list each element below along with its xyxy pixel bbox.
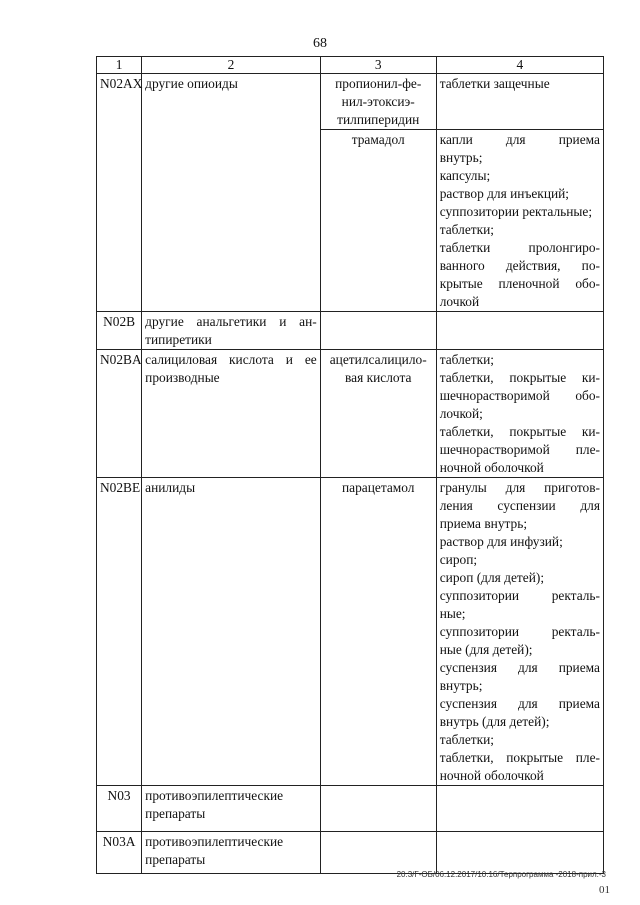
group-name-line: салициловая кислота и ее [145, 352, 317, 367]
dosage-form-line: крытые пленочной обо- [439, 276, 600, 291]
atc-code-cell: N03A [97, 832, 142, 874]
group-name-line: типиретики [145, 332, 212, 347]
corner-mark: 01 [599, 884, 610, 896]
substance-cell [320, 478, 436, 786]
table-row [97, 312, 604, 350]
dosage-form-line: капли для приема [439, 132, 600, 147]
dosage-form-line: ночной оболочкой [439, 768, 544, 783]
group-name-cell [142, 832, 321, 874]
dosage-form-line: гранулы для приготов- [439, 480, 600, 495]
substance-name-line: трамадол [351, 132, 405, 147]
dosage-form-line: ночной оболочкой [439, 460, 544, 475]
group-name-cell [142, 786, 321, 832]
dosage-form-line: внутрь; [439, 150, 483, 165]
dosage-forms-cell [436, 312, 603, 350]
dosage-form-line: таблетки; [439, 352, 495, 367]
substance-name-line: нил-этоксиэ- [341, 94, 415, 109]
dosage-forms-cell [436, 786, 603, 832]
dosage-form-line: ные (для детей); [439, 642, 533, 657]
dosage-forms-cell [436, 478, 603, 786]
dosage-forms-cell [436, 350, 603, 478]
header-col-4: 4 [436, 57, 603, 74]
dosage-form-line: таблетки, покрытые ки- [439, 370, 600, 385]
group-name-cell [142, 74, 321, 312]
table-row [97, 832, 604, 874]
dosage-form-line: суппозитории ректаль- [439, 588, 600, 603]
header-col-3: 3 [320, 57, 436, 74]
dosage-forms-cell [436, 832, 603, 874]
table-row [97, 350, 604, 478]
group-name-line: препараты [145, 852, 206, 867]
medicines-table [96, 56, 604, 874]
dosage-form-line: суспензия для приема [439, 696, 600, 711]
dosage-form-line: приема внутрь; [439, 516, 528, 531]
group-name-line: анилиды [145, 480, 196, 495]
substance-cell [320, 312, 436, 350]
atc-code-cell: N02B [97, 312, 142, 350]
substance-cell [320, 130, 436, 312]
dosage-form-line: ванного действия, по- [439, 258, 600, 273]
dosage-form-line: раствор для инфузий; [439, 534, 563, 549]
dosage-form-line: внутрь (для детей); [439, 714, 550, 729]
substance-cell [320, 350, 436, 478]
substance-name-line: вая кислота [345, 370, 412, 385]
atc-code-cell: N03 [97, 786, 142, 832]
group-name-line: производные [145, 370, 220, 385]
substance-cell [320, 786, 436, 832]
footer-stamp: 20.3/Г-ОБ/06.12.2017/10.16/Терпрограмма -2018-прил.-3 [396, 870, 606, 879]
group-name-line: противоэпилептические [145, 788, 284, 803]
table-header-row [97, 57, 604, 74]
dosage-form-line: ления суспензии для [439, 498, 600, 513]
table-row [97, 786, 604, 832]
dosage-form-line: таблетки пролонгиро- [439, 240, 600, 255]
header-col-1: 1 [97, 57, 142, 74]
dosage-form-line: суппозитории ректальные; [439, 204, 593, 219]
dosage-form-line: лочкой [439, 294, 480, 309]
group-name-cell [142, 350, 321, 478]
dosage-form-line: раствор для инъекций; [439, 186, 570, 201]
page-number: 68 [313, 36, 327, 51]
dosage-form-line: таблетки, покрытые ки- [439, 424, 600, 439]
dosage-form-line: внутрь; [439, 678, 483, 693]
dosage-form-line: шечнорастворимой обо- [439, 388, 600, 403]
dosage-form-line: суппозитории ректаль- [439, 624, 600, 639]
substance-name-line: пропионил-фе- [335, 76, 422, 91]
group-name-cell [142, 478, 321, 786]
substance-cell [320, 74, 436, 130]
atc-code-cell: N02BE [97, 478, 142, 786]
atc-code-cell: N02AX [97, 74, 142, 312]
dosage-form-line: сироп (для детей); [439, 570, 545, 585]
dosage-form-line: капсулы; [439, 168, 491, 183]
table-row [97, 478, 604, 786]
group-name-line: другие анальгетики и ан- [145, 314, 317, 329]
dosage-form-line: сироп; [439, 552, 478, 567]
dosage-form-line: таблетки защечные [439, 76, 550, 91]
dosage-form-line: таблетки; [439, 732, 495, 747]
dosage-forms-cell [436, 74, 603, 130]
dosage-form-line: таблетки; [439, 222, 495, 237]
dosage-form-line: суспензия для приема [439, 660, 600, 675]
dosage-form-line: шечнорастворимой пле- [439, 442, 600, 457]
substance-name-line: парацетамол [341, 480, 415, 495]
header-col-2: 2 [142, 57, 321, 74]
substance-name-line: тилпиперидин [337, 112, 420, 127]
substance-cell [320, 832, 436, 874]
group-name-cell [142, 312, 321, 350]
group-name-line: другие опиоиды [145, 76, 238, 91]
dosage-form-line: ные; [439, 606, 466, 621]
group-name-line: противоэпилептические [145, 834, 284, 849]
atc-code-cell: N02BA [97, 350, 142, 478]
group-name-line: препараты [145, 806, 206, 821]
table-row [97, 74, 604, 130]
dosage-form-line: таблетки, покрытые пле- [439, 750, 600, 765]
dosage-forms-cell [436, 130, 603, 312]
substance-name-line: ацетилсалицило- [329, 352, 427, 367]
dosage-form-line: лочкой; [439, 406, 483, 421]
